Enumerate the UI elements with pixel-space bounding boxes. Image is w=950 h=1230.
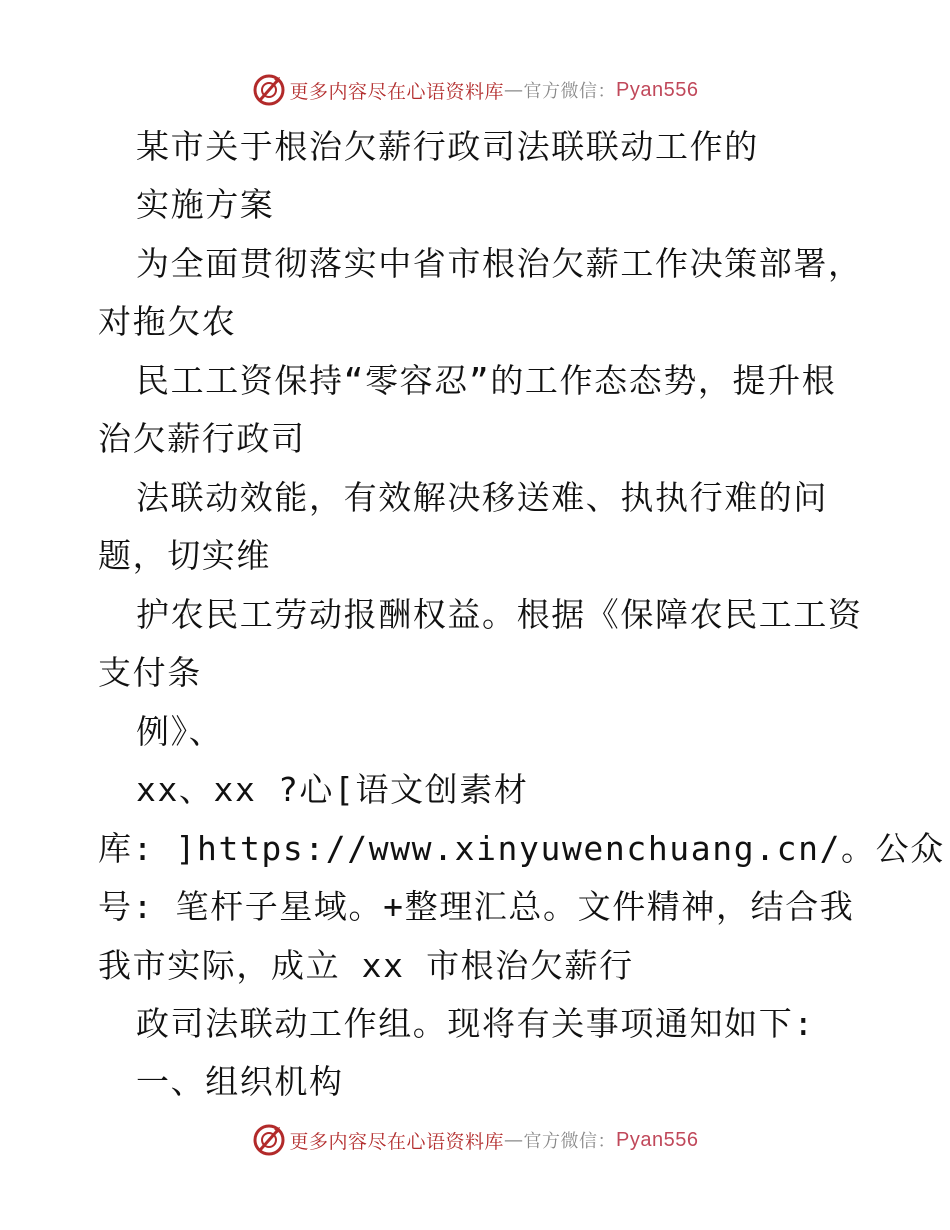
doc-text-line: 对拖欠农	[98, 302, 237, 341]
doc-title-line: 实施方案	[136, 185, 275, 224]
header-watermark	[0, 70, 950, 110]
watermark-wechat-id: Pyan556	[616, 78, 699, 101]
watermark-separator: —	[504, 79, 524, 101]
doc-text-line: 政司法联动工作组。现将有关事项通知如下:	[136, 1004, 815, 1043]
watermark-wechat-id: Pyan556	[616, 1128, 699, 1151]
doc-text-line: 治欠薪行政司	[98, 419, 306, 458]
watermark-label: 官方微信：	[523, 1131, 617, 1152]
doc-text-line: 支付条	[98, 653, 202, 692]
doc-text-line: 民工工资保持“零容忍”的工作态态势，提升根	[136, 361, 837, 400]
doc-text-line: 号: 笔杆子星域。+整理汇总。文件精神，结合我	[98, 887, 855, 926]
doc-text-line: 为全面贯彻落实中省市根治欠薪工作决策部署，	[136, 244, 863, 283]
doc-text-line: xx、xx ?心[语文创素材	[136, 770, 529, 809]
watermark-separator: —	[504, 1129, 524, 1151]
doc-text-line: 法联动效能，有效解决移送难、执执行难的问	[136, 478, 828, 517]
doc-text-line: 库: ]https://www.xinyuwenchuang.cn/。公众	[98, 829, 945, 868]
brand-logo-icon	[252, 1123, 286, 1157]
watermark-brand: 更多内容尽在心语资料库	[289, 80, 505, 103]
doc-text-line: 题，切实维	[98, 536, 271, 575]
doc-section-heading: 一、组织机构	[136, 1062, 344, 1101]
watermark-label: 官方微信：	[523, 81, 617, 102]
brand-logo-icon	[252, 73, 286, 107]
watermark-brand: 更多内容尽在心语资料库	[289, 1130, 505, 1153]
doc-text-line: 我市实际，成立 xx 市根治欠薪行	[98, 946, 634, 985]
doc-text-line: 例》、	[136, 712, 224, 751]
footer-watermark	[0, 1120, 950, 1160]
doc-text-line: 护农民工劳动报酬权益。根据《保障农民工工资	[136, 595, 863, 634]
doc-title-line: 某市关于根治欠薪行政司法联联动工作的	[136, 127, 759, 166]
